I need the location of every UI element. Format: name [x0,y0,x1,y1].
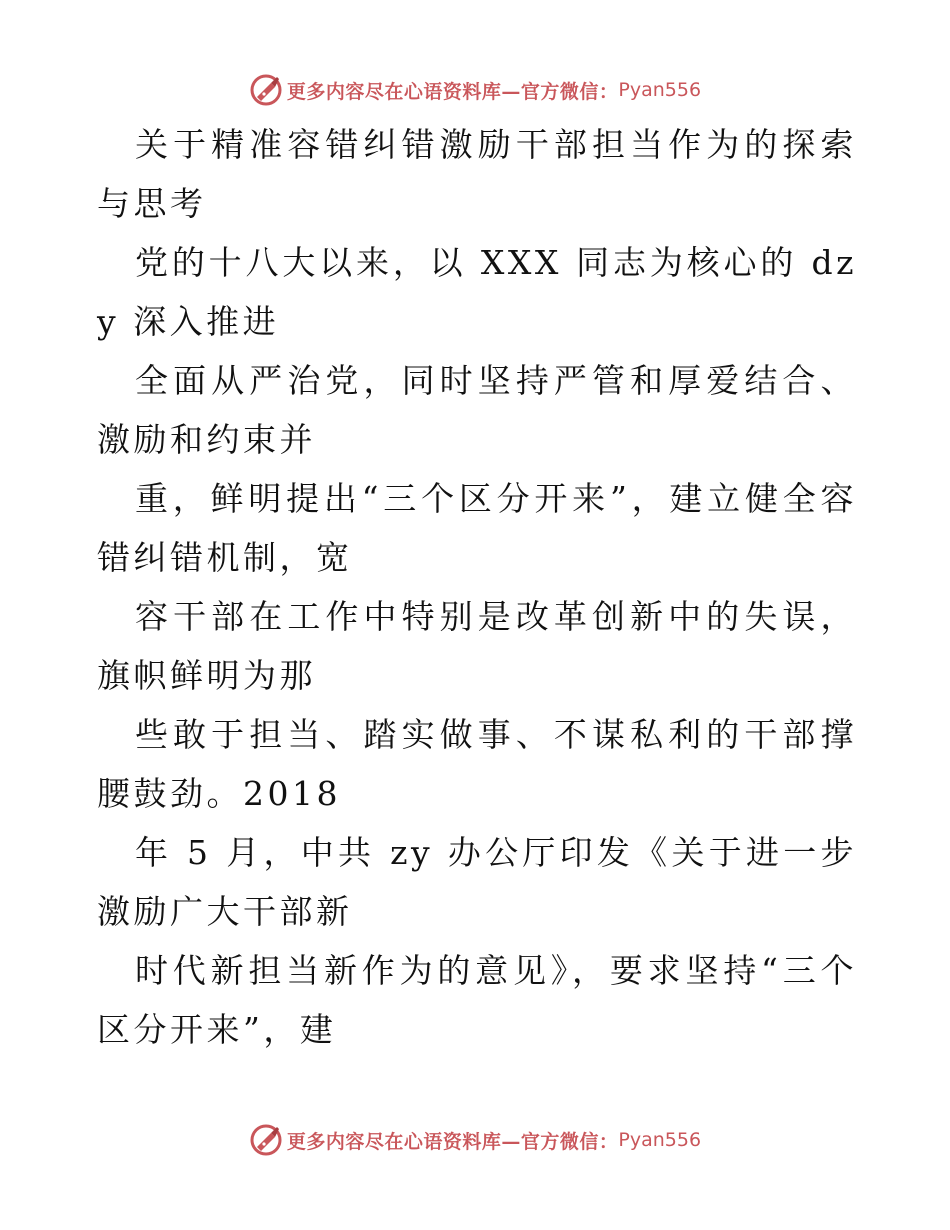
wechat-id: Pyan556 [618,1129,702,1151]
paragraph-line: 时代新担当新作为的意见》，要求坚持“三个区分开来”，建 [97,951,857,1049]
pen-nib-logo-icon [249,73,283,107]
paragraph-line: 年 5 月，中共 zy 办公厅印发《关于进一步激励广大干部新 [97,833,857,931]
banner-text: 更多内容尽在心语资料库—官方微信： [286,1130,619,1153]
paragraph-line: 重，鲜明提出“三个区分开来”，建立健全容错纠错机制，宽 [97,479,857,577]
document-body [97,115,857,1059]
document-title: 关于精准容错纠错激励干部担当作为的探索与思考 [97,125,857,223]
footer-banner [0,1120,950,1160]
banner-text: 更多内容尽在心语资料库—官方微信： [286,80,619,103]
paragraph-line: 党的十八大以来，以 XXX 同志为核心的 dzy 深入推进 [97,243,857,341]
pen-nib-logo-icon [249,1123,283,1157]
header-banner [0,70,950,110]
paragraph-line: 些敢于担当、踏实做事、不谋私利的干部撑腰鼓劲。2018 [97,715,857,813]
paragraph-line: 容干部在工作中特别是改革创新中的失误，旗帜鲜明为那 [97,597,857,695]
wechat-id: Pyan556 [618,79,702,101]
paragraph-line: 全面从严治党，同时坚持严管和厚爱结合、激励和约束并 [97,361,857,459]
